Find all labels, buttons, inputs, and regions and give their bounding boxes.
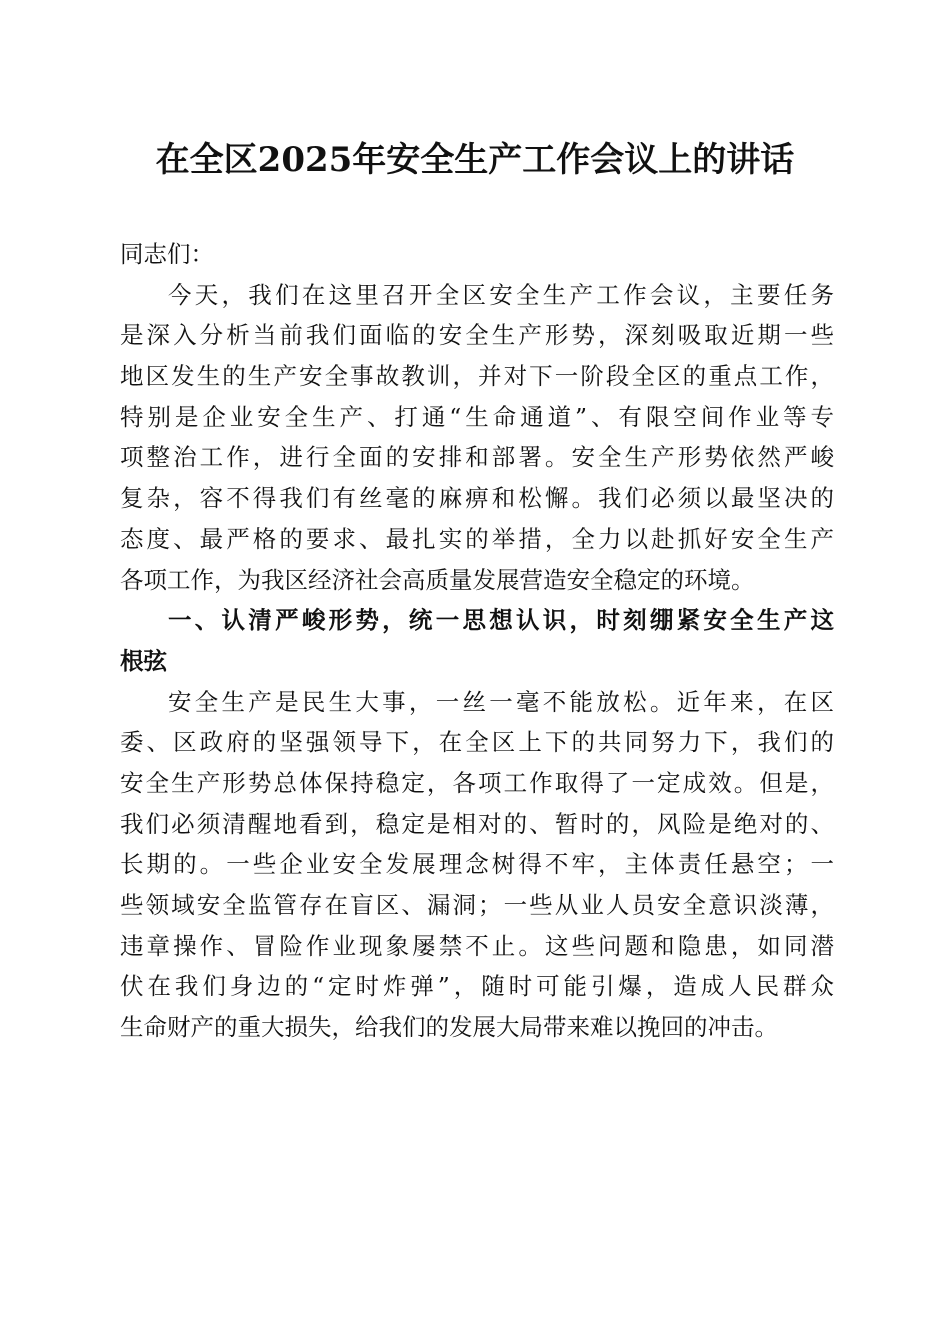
paragraph-line: 今天，我们在这里召开全区安全生产工作会议，主要任务 <box>168 280 834 309</box>
paragraph-line: 我们必须清醒地看到，稳定是相对的、暂时的，风险是绝对的、 <box>120 809 834 838</box>
salutation: 同志们： <box>120 240 214 268</box>
paragraph-line: 项整治工作，进行全面的安排和部署。安全生产形势依然严峻 <box>120 443 834 472</box>
paragraph-line: 生命财产的重大损失，给我们的发展大局带来难以挽回的冲击。 <box>120 1013 778 1042</box>
paragraph-intro <box>120 275 834 601</box>
paragraph-line: 安全生产是民生大事，一丝一毫不能放松。近年来，在区 <box>168 687 834 716</box>
paragraph-line: 是深入分析当前我们面临的安全生产形势，深刻吸取近期一些 <box>120 321 834 350</box>
paragraph-line: 安全生产形势总体保持稳定，各项工作取得了一定成效。但是， <box>120 768 834 797</box>
section-heading-1 <box>120 600 834 681</box>
paragraph-line: 违章操作、冒险作业现象屡禁不止。这些问题和隐患，如同潜 <box>120 931 834 960</box>
paragraph-line: 特别是企业安全生产、打通“生命通道”、有限空间作业等专 <box>120 402 834 431</box>
paragraph-section-1 <box>120 682 834 1048</box>
heading-line: 根弦 <box>120 646 167 675</box>
paragraph-line: 态度、最严格的要求、最扎实的举措，全力以赴抓好安全生产 <box>120 524 834 553</box>
heading-line: 一、认清严峻形势，统一思想认识，时刻绷紧安全生产这 <box>168 606 834 635</box>
paragraph-line: 各项工作，为我区经济社会高质量发展营造安全稳定的环境。 <box>120 565 755 594</box>
paragraph-line: 地区发生的生产安全事故教训，并对下一阶段全区的重点工作， <box>120 362 834 391</box>
paragraph-line: 长期的。一些企业安全发展理念树得不牢，主体责任悬空；一 <box>120 850 834 879</box>
document-body <box>120 234 834 1048</box>
paragraph-line: 复杂，容不得我们有丝毫的麻痹和松懈。我们必须以最坚决的 <box>120 484 834 513</box>
document-title: 在全区2025年安全生产工作会议上的讲话 <box>155 140 795 180</box>
paragraph-line: 委、区政府的坚强领导下，在全区上下的共同努力下，我们的 <box>120 728 834 757</box>
paragraph-line: 些领域安全监管存在盲区、漏洞；一些从业人员安全意识淡薄， <box>120 891 834 919</box>
paragraph-line: 伏在我们身边的“定时炸弹”，随时可能引爆，造成人民群众 <box>120 972 834 1001</box>
